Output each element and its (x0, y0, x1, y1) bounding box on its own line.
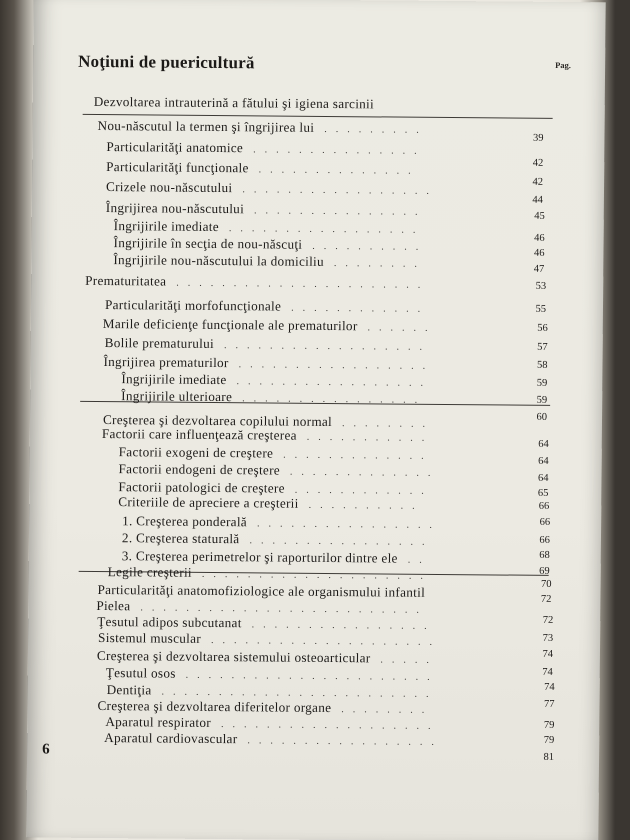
dot-leader: ............... (254, 205, 427, 218)
toc-entry (114, 218, 425, 237)
toc-page-number: 66 (539, 534, 551, 546)
toc-entry (105, 335, 431, 354)
toc-entry-title: Îngrijirile nou-născutului la domiciliu (113, 252, 325, 269)
dot-leader: .................... (210, 634, 442, 648)
toc-page-number: 66 (539, 516, 551, 528)
toc-entry-title: Creşterea şi dezvoltarea diferitelor organe (97, 697, 332, 716)
toc-entry (85, 273, 429, 292)
toc-entry-title: Îngrijirea prematurilor (103, 354, 229, 371)
toc-entry-title: Îngrijirile ulterioare (121, 388, 233, 405)
toc-entry (113, 252, 426, 271)
toc-entry-title: Particularităţi funcţionale (106, 159, 249, 176)
toc-page-number: 57 (537, 341, 548, 353)
toc-entry-title: Pielea (96, 597, 131, 614)
dot-leader: ........ (341, 418, 435, 430)
toc-page-number: 68 (539, 549, 550, 561)
toc-entry-title: Aparatul respirator (105, 714, 212, 730)
toc-entry (121, 388, 426, 407)
toc-entry-title: Îngrijirile în secţia de nou-născuţi (113, 235, 303, 252)
toc-entry (104, 730, 443, 749)
toc-page-number: 39 (532, 132, 544, 144)
toc-entry (94, 94, 374, 112)
toc-page-number: 47 (533, 263, 545, 275)
toc-entry (108, 564, 432, 583)
toc-page-number: 79 (543, 734, 555, 746)
dot-leader: ................. (242, 184, 438, 197)
toc-entry (122, 513, 441, 532)
toc-page-number: 73 (542, 632, 554, 644)
dot-leader: .................... (201, 568, 432, 582)
dot-leader: ................. (238, 359, 435, 372)
toc-entry-title: Bolile prematurului (104, 335, 215, 351)
table-of-contents (26, 0, 605, 840)
toc-entry-title: Ţesutul osos (105, 665, 176, 681)
toc-page-number: 74 (542, 648, 554, 660)
toc-entry-title: 1. Creşterea ponderală (122, 513, 248, 530)
toc-page-number: 59 (536, 377, 548, 389)
toc-entry-title: Factorii care influenţează creşterea (101, 426, 297, 443)
toc-page-number: 55 (535, 303, 547, 315)
dot-leader: ................ (249, 535, 434, 548)
toc-entry-title: Factorii endogeni de creştere (118, 461, 281, 478)
toc-entry (121, 371, 432, 390)
dot-leader: .......... (312, 240, 428, 253)
toc-entry-title: Îngrijirea nou-născutului (105, 200, 245, 217)
toc-page-number: 79 (543, 719, 555, 731)
toc-entry-title: Legile creşterii (107, 564, 192, 580)
toc-page-number: 65 (537, 487, 549, 499)
dot-leader: ........................ (161, 686, 438, 700)
toc-entry (119, 444, 433, 463)
toc-page-number: 59 (536, 394, 548, 406)
toc-entry-title: Creşterea şi dezvoltarea copilului normal (102, 412, 333, 430)
dot-leader: ...... (367, 322, 437, 334)
toc-page-number: 46 (534, 232, 545, 244)
toc-entry-title: Ţesutul adipos subcutanat (97, 613, 242, 631)
page-column-label: Pag. (555, 59, 571, 71)
toc-page-number: 42 (532, 157, 544, 169)
dot-leader: ................. (247, 735, 443, 748)
toc-entry (118, 461, 439, 480)
dot-leader: ................... (220, 719, 440, 732)
toc-page-number: 58 (536, 359, 548, 371)
toc-page-number: 72 (540, 593, 552, 605)
toc-page-number: 46 (533, 247, 545, 259)
toc-entry (118, 494, 424, 513)
toc-entry-title: Factorii patologici de creştere (118, 479, 285, 496)
toc-entry (106, 179, 438, 198)
toc-entry-title: Îngrijirile imediate (121, 371, 227, 388)
toc-page-number: 66 (538, 500, 550, 512)
toc-entry (106, 139, 425, 158)
toc-page-number: 56 (537, 322, 548, 334)
toc-page-number: 81 (543, 751, 555, 763)
dot-leader: ............ (291, 302, 430, 315)
toc-entry-title: Marile deficienţe funcţionale ale prematurilor (102, 316, 358, 334)
toc-entry (106, 665, 439, 684)
dot-leader: ..... (380, 654, 438, 666)
dot-leader: ................ (251, 619, 436, 632)
toc-entry-title: Particularităţi morfofuncţionale (104, 297, 282, 314)
toc-entry-title: Aparatul cardiovascular (104, 730, 238, 747)
dot-leader: ................. (236, 376, 433, 389)
toc-entry-title: Prematuritatea (85, 272, 167, 289)
toc-entry-title: Factorii exogeni de creştere (118, 444, 274, 461)
dot-leader: ................ (256, 518, 442, 531)
dot-leader: ........ (341, 704, 434, 716)
toc-entry (103, 354, 434, 373)
dot-leader: ................. (228, 223, 425, 236)
toc-entry (103, 316, 437, 335)
toc-page-number: 42 (532, 176, 544, 188)
section-heading: Noţiuni de puericultură (78, 51, 255, 73)
toc-entry-title: Criteriile de apreciere a creşterii (118, 494, 299, 511)
toc-entry (105, 297, 429, 316)
toc-entry (106, 159, 420, 178)
dot-leader: ......... (324, 123, 428, 136)
toc-entry-title: Particularităţi anatomice (106, 139, 244, 156)
dot-leader: .. (407, 554, 431, 566)
toc-page-number: 60 (536, 411, 548, 423)
dot-leader: ...................... (176, 277, 430, 291)
footer-page-number: 6 (42, 741, 50, 758)
toc-entry-title: Crizele nou-născutului (105, 179, 233, 196)
dot-leader: ......................... (140, 602, 428, 616)
toc-entry-title: Îngrijirile imediate (113, 218, 219, 235)
toc-entry (113, 235, 427, 254)
dot-leader: ............. (283, 449, 433, 462)
toc-entry-title: Sistemul muscular (98, 629, 202, 646)
toc-entry (106, 200, 427, 219)
toc-page-number: 53 (535, 280, 547, 292)
toc-page-number: 45 (534, 210, 545, 222)
toc-entry-title: Nou-născutul la termen şi îngrijirea lui (97, 117, 315, 135)
toc-page-number: 64 (537, 472, 549, 484)
toc-entry-title: 2. Creşterea staturală (121, 530, 240, 547)
toc-page-number: 77 (543, 698, 555, 710)
book-page (26, 0, 605, 840)
toc-page-number: 72 (542, 614, 554, 626)
toc-entry (97, 648, 438, 667)
toc-entry-title: Dentiţia (106, 682, 152, 698)
dot-leader: .................. (223, 340, 432, 353)
toc-page-number: 64 (538, 438, 549, 450)
toc-entry-title: Particularităţi anatomofiziologice ale organismului infantil (97, 581, 426, 600)
dot-leader: .............. (258, 164, 420, 177)
dot-leader: ............ (294, 484, 433, 497)
toc-page-number: 64 (538, 455, 549, 467)
dot-leader: ...................... (185, 669, 439, 683)
toc-entry-title: Creşterea şi dezvoltarea sistemului osteoarticular (96, 647, 371, 666)
toc-entry-title: 3. Creşterea perimetrelor şi raporturilor dintre ele (121, 548, 398, 566)
toc-page-number: 70 (541, 578, 552, 590)
dot-leader: ............. (289, 466, 440, 479)
dot-leader: .......... (308, 499, 424, 512)
toc-entry (122, 530, 434, 549)
dot-leader: ........ (333, 258, 426, 270)
toc-page-number: 44 (532, 194, 543, 206)
toc-entry (97, 118, 427, 137)
dot-leader: ........... (306, 431, 434, 444)
toc-entry (98, 630, 441, 649)
toc-entry-title: Dezvoltarea intrauterină a fătului şi igiena sarcinii (93, 93, 375, 112)
dot-leader: ................ (242, 393, 427, 406)
toc-page-number: 69 (539, 565, 550, 577)
dot-leader: ............... (253, 144, 426, 157)
toc-page-number: 74 (542, 666, 553, 678)
toc-entry (102, 426, 434, 445)
toc-page-number: 74 (544, 681, 555, 693)
